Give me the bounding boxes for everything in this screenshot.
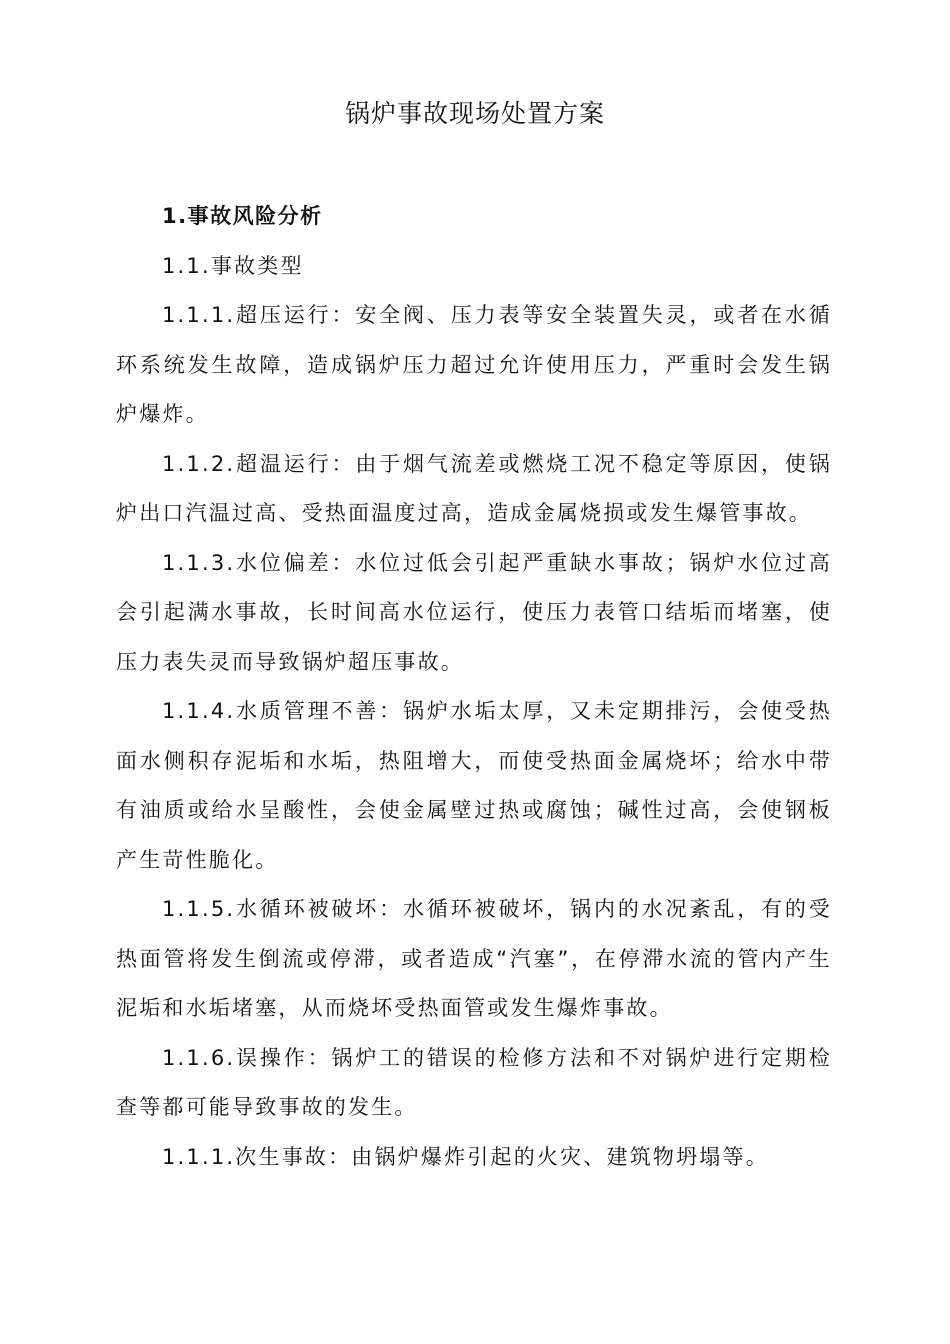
paragraph-misoperation: 1.1.6.误操作：锅炉工的错误的检修方法和不对锅炉进行定期检查等都可能导致事故的发生。 bbox=[116, 1045, 832, 1119]
paragraph-overpressure: 1.1.1.超压运行：安全阀、压力表等安全装置失灵，或者在水循环系统发生故障，造成锅炉压力超过允许使用压力，严重时会发生锅炉爆炸。 bbox=[116, 303, 832, 426]
paragraph-secondary-accident: 1.1.1.次生事故：由锅炉爆炸引起的火灾、建筑物坍塌等。 bbox=[162, 1144, 769, 1169]
document-body bbox=[116, 192, 832, 1182]
paragraph-overtemperature: 1.1.2.超温运行：由于烟气流差或燃烧工况不稳定等原因，使锅炉出口汽温过高、受热面温度过高，造成金属烧损或发生爆管事故。 bbox=[116, 451, 832, 525]
paragraph-water-quality: 1.1.4.水质管理不善：锅炉水垢太厚，又未定期排污，会使受热面水侧积存泥垢和水垢，热阻增大，而使受热面金属烧坏；给水中带有油质或给水呈酸性，会使金属壁过热或腐蚀；碱性过高，会使钢板产生苛性脆化。 bbox=[116, 699, 832, 872]
subsection-heading: 1.1.事故类型 bbox=[162, 253, 304, 278]
paragraph-water-circulation: 1.1.5.水循环被破坏：水循环被破坏，锅内的水况紊乱，有的受热面管将发生倒流或停滞，或者造成“汽塞”，在停滞水流的管内产生泥垢和水垢堵塞，从而烧坏受热面管或发生爆炸事故。 bbox=[116, 897, 832, 1020]
document-title: 锅炉事故现场处置方案 bbox=[344, 99, 605, 128]
paragraph-water-level: 1.1.3.水位偏差：水位过低会引起严重缺水事故；锅炉水位过高会引起满水事故，长时间高水位运行，使压力表管口结垢而堵塞，使压力表失灵而导致锅炉超压事故。 bbox=[116, 550, 832, 674]
section-heading: 1.事故风险分析 bbox=[162, 204, 323, 228]
